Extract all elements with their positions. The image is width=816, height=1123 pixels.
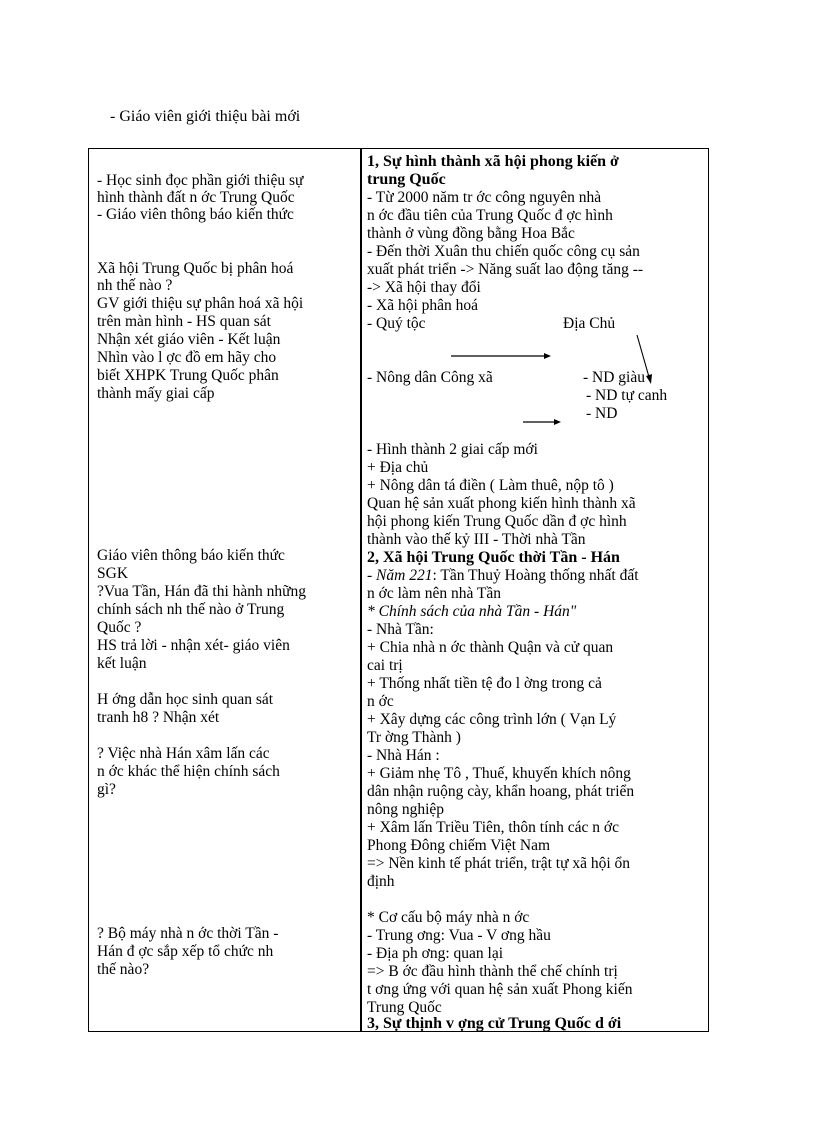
right-line: cai trị — [367, 657, 403, 674]
right-line: => B ớc đầu hình thành thể chế chính trị — [367, 963, 618, 980]
right-line: thành ở vùng đồng bằng Hoa Bắc — [367, 225, 575, 242]
right-line: => Nền kinh tế phát triển, trật tự xã hội ổn — [367, 855, 631, 872]
left-line: kết luận — [97, 655, 147, 672]
left-line: thành mấy giai cấp — [97, 385, 215, 402]
right-line: Quan hệ sản xuất phong kiến hình thành xã — [367, 495, 636, 512]
left-line: H ớng dẫn học sinh quan sát — [97, 691, 274, 708]
right-line: nông nghiệp — [367, 801, 445, 818]
right-line: - Xã hội phân hoá — [367, 297, 479, 314]
lesson-table — [88, 148, 709, 1032]
year-label: - Năm 221 — [367, 567, 433, 584]
right-line: - Địa ph ơng: quan lại — [367, 945, 504, 962]
right-line: + Chia nhà n ớc thành Quận và cử quan — [367, 639, 614, 656]
left-line: Quốc ? — [97, 619, 142, 636]
left-line: HS trả lời - nhận xét- giáo viên — [97, 637, 290, 654]
right-line: Phong Đông chiếm Việt Nam — [367, 837, 551, 854]
right-line: thành vào thế kỷ III - Thời nhà Tần — [367, 531, 586, 548]
right-line: định — [367, 873, 395, 890]
right-line: - Trung ơng: Vua - V ơng hầu — [367, 927, 551, 944]
right-line: - Đến thời Xuân thu chiến quốc công cụ sản — [367, 243, 640, 260]
left-line: biết XHPK Trung Quốc phân — [97, 367, 279, 384]
right-line: t ơng ứng với quan hệ sản xuất Phong kiến — [367, 981, 633, 998]
right-line: * Chính sách của nhà Tần - Hán" — [367, 603, 577, 620]
right-line: - Quý tộc — [367, 315, 426, 332]
year-text: : Tần Thuỷ Hoàng thống nhất đất — [432, 567, 639, 584]
right-line: dân nhận ruộng cày, khẩn hoang, phát triển — [367, 783, 635, 800]
left-line: hình thành đất n ớc Trung Quốc — [97, 189, 295, 206]
diagram-label-dia-chu: Địa Chủ — [563, 315, 616, 332]
left-line: thế nào? — [97, 961, 150, 978]
left-line: ? Việc nhà Hán xâm lấn các — [97, 745, 270, 762]
left-line: chính sách nh thế nào ở Trung — [97, 601, 285, 618]
left-line: tranh h8 ? Nhận xét — [97, 709, 220, 726]
right-line: xuất phát triển -> Năng suất lao động tăng -- — [367, 261, 644, 278]
right-line: n ớc — [367, 693, 394, 710]
right-line: - Từ 2000 năm tr ớc công nguyên nhà — [367, 189, 602, 206]
right-line: - Nhà Hán : — [367, 747, 440, 764]
right-line: * Cơ cấu bộ máy nhà n ớc — [367, 909, 530, 926]
left-line: Nhìn vào l ợc đồ em hãy cho — [97, 349, 277, 366]
right-line: hội phong kiến Trung Quốc dần đ ợc hình — [367, 513, 627, 530]
diagram-label-nd-giau: - ND giàu — [583, 369, 645, 386]
left-line: Giáo viên thông báo kiến thức — [97, 547, 285, 564]
right-line — [367, 567, 639, 585]
right-line: n ớc làm nên nhà Tần — [367, 585, 502, 602]
diagram-label-nd: - ND — [586, 405, 618, 422]
right-line: Tr ờng Thành ) — [367, 729, 461, 746]
intro-line: - Giáo viên giới thiệu bài mới — [110, 108, 301, 125]
right-line: - Nhà Tần: — [367, 621, 434, 638]
section-heading-2: 2, Xã hội Trung Quốc thời Tần - Hán — [367, 549, 620, 566]
arrow-head-3 — [646, 374, 652, 384]
right-line: - Nông dân Công xã — [367, 369, 493, 386]
right-line: + Xây dựng các công trình lớn ( Vạn Lý — [367, 711, 617, 728]
left-line: Nhận xét giáo viên - Kết luận — [97, 331, 281, 348]
right-line: - Hình thành 2 giai cấp mới — [367, 441, 538, 458]
left-line: - Giáo viên thông báo kiến thức — [97, 206, 294, 223]
class-diagram-arrows — [89, 149, 708, 449]
right-line: Trung Quốc — [367, 999, 442, 1016]
right-line: + Thống nhất tiền tệ đo l ờng trong cả — [367, 675, 602, 692]
arrow-head-2 — [554, 419, 561, 425]
section-heading-1: 1, Sự hình thành xã hội phong kiến ở — [367, 153, 619, 170]
left-line: ?Vua Tần, Hán đã thi hành những — [97, 583, 307, 600]
left-line: nh thế nào ? — [97, 277, 173, 294]
arrow-line-3 — [637, 335, 649, 377]
right-line: -> Xã hội thay đổi — [367, 279, 481, 296]
diagram-label-nd-tu-canh: - ND tự canh — [586, 387, 668, 404]
arrow-head-1 — [544, 353, 551, 359]
left-line: ? Bộ máy nhà n ớc thời Tần - — [97, 925, 279, 942]
left-line: GV giới thiệu sự phân hoá xã hội — [97, 295, 304, 312]
section-heading-3: 3, Sự thịnh v ợng cử Trung Quốc d ới — [367, 1015, 622, 1032]
left-line: n ớc khác thể hiện chính sách — [97, 763, 280, 780]
left-line: - Học sinh đọc phần giới thiệu sự — [97, 172, 304, 189]
left-line: SGK — [97, 565, 129, 582]
right-line: n ớc đầu tiên của Trung Quốc đ ợc hình — [367, 207, 613, 224]
right-line: + Địa chủ — [367, 459, 429, 476]
right-line: + Giảm nhẹ Tô , Thuế, khuyến khích nông — [367, 765, 631, 782]
left-line: trên màn hình - HS quan sát — [97, 313, 271, 330]
left-line: Hán đ ợc sắp xếp tổ chức nh — [97, 943, 274, 960]
right-line: + Xâm lấn Triều Tiên, thôn tính các n ớc — [367, 819, 620, 836]
left-line: gì? — [97, 781, 116, 798]
section-heading-1: trung Quốc — [367, 171, 446, 188]
right-line: + Nông dân tá điền ( Làm thuê, nộp tô ) — [367, 477, 614, 494]
left-line: Xã hội Trung Quốc bị phân hoá — [97, 260, 294, 277]
